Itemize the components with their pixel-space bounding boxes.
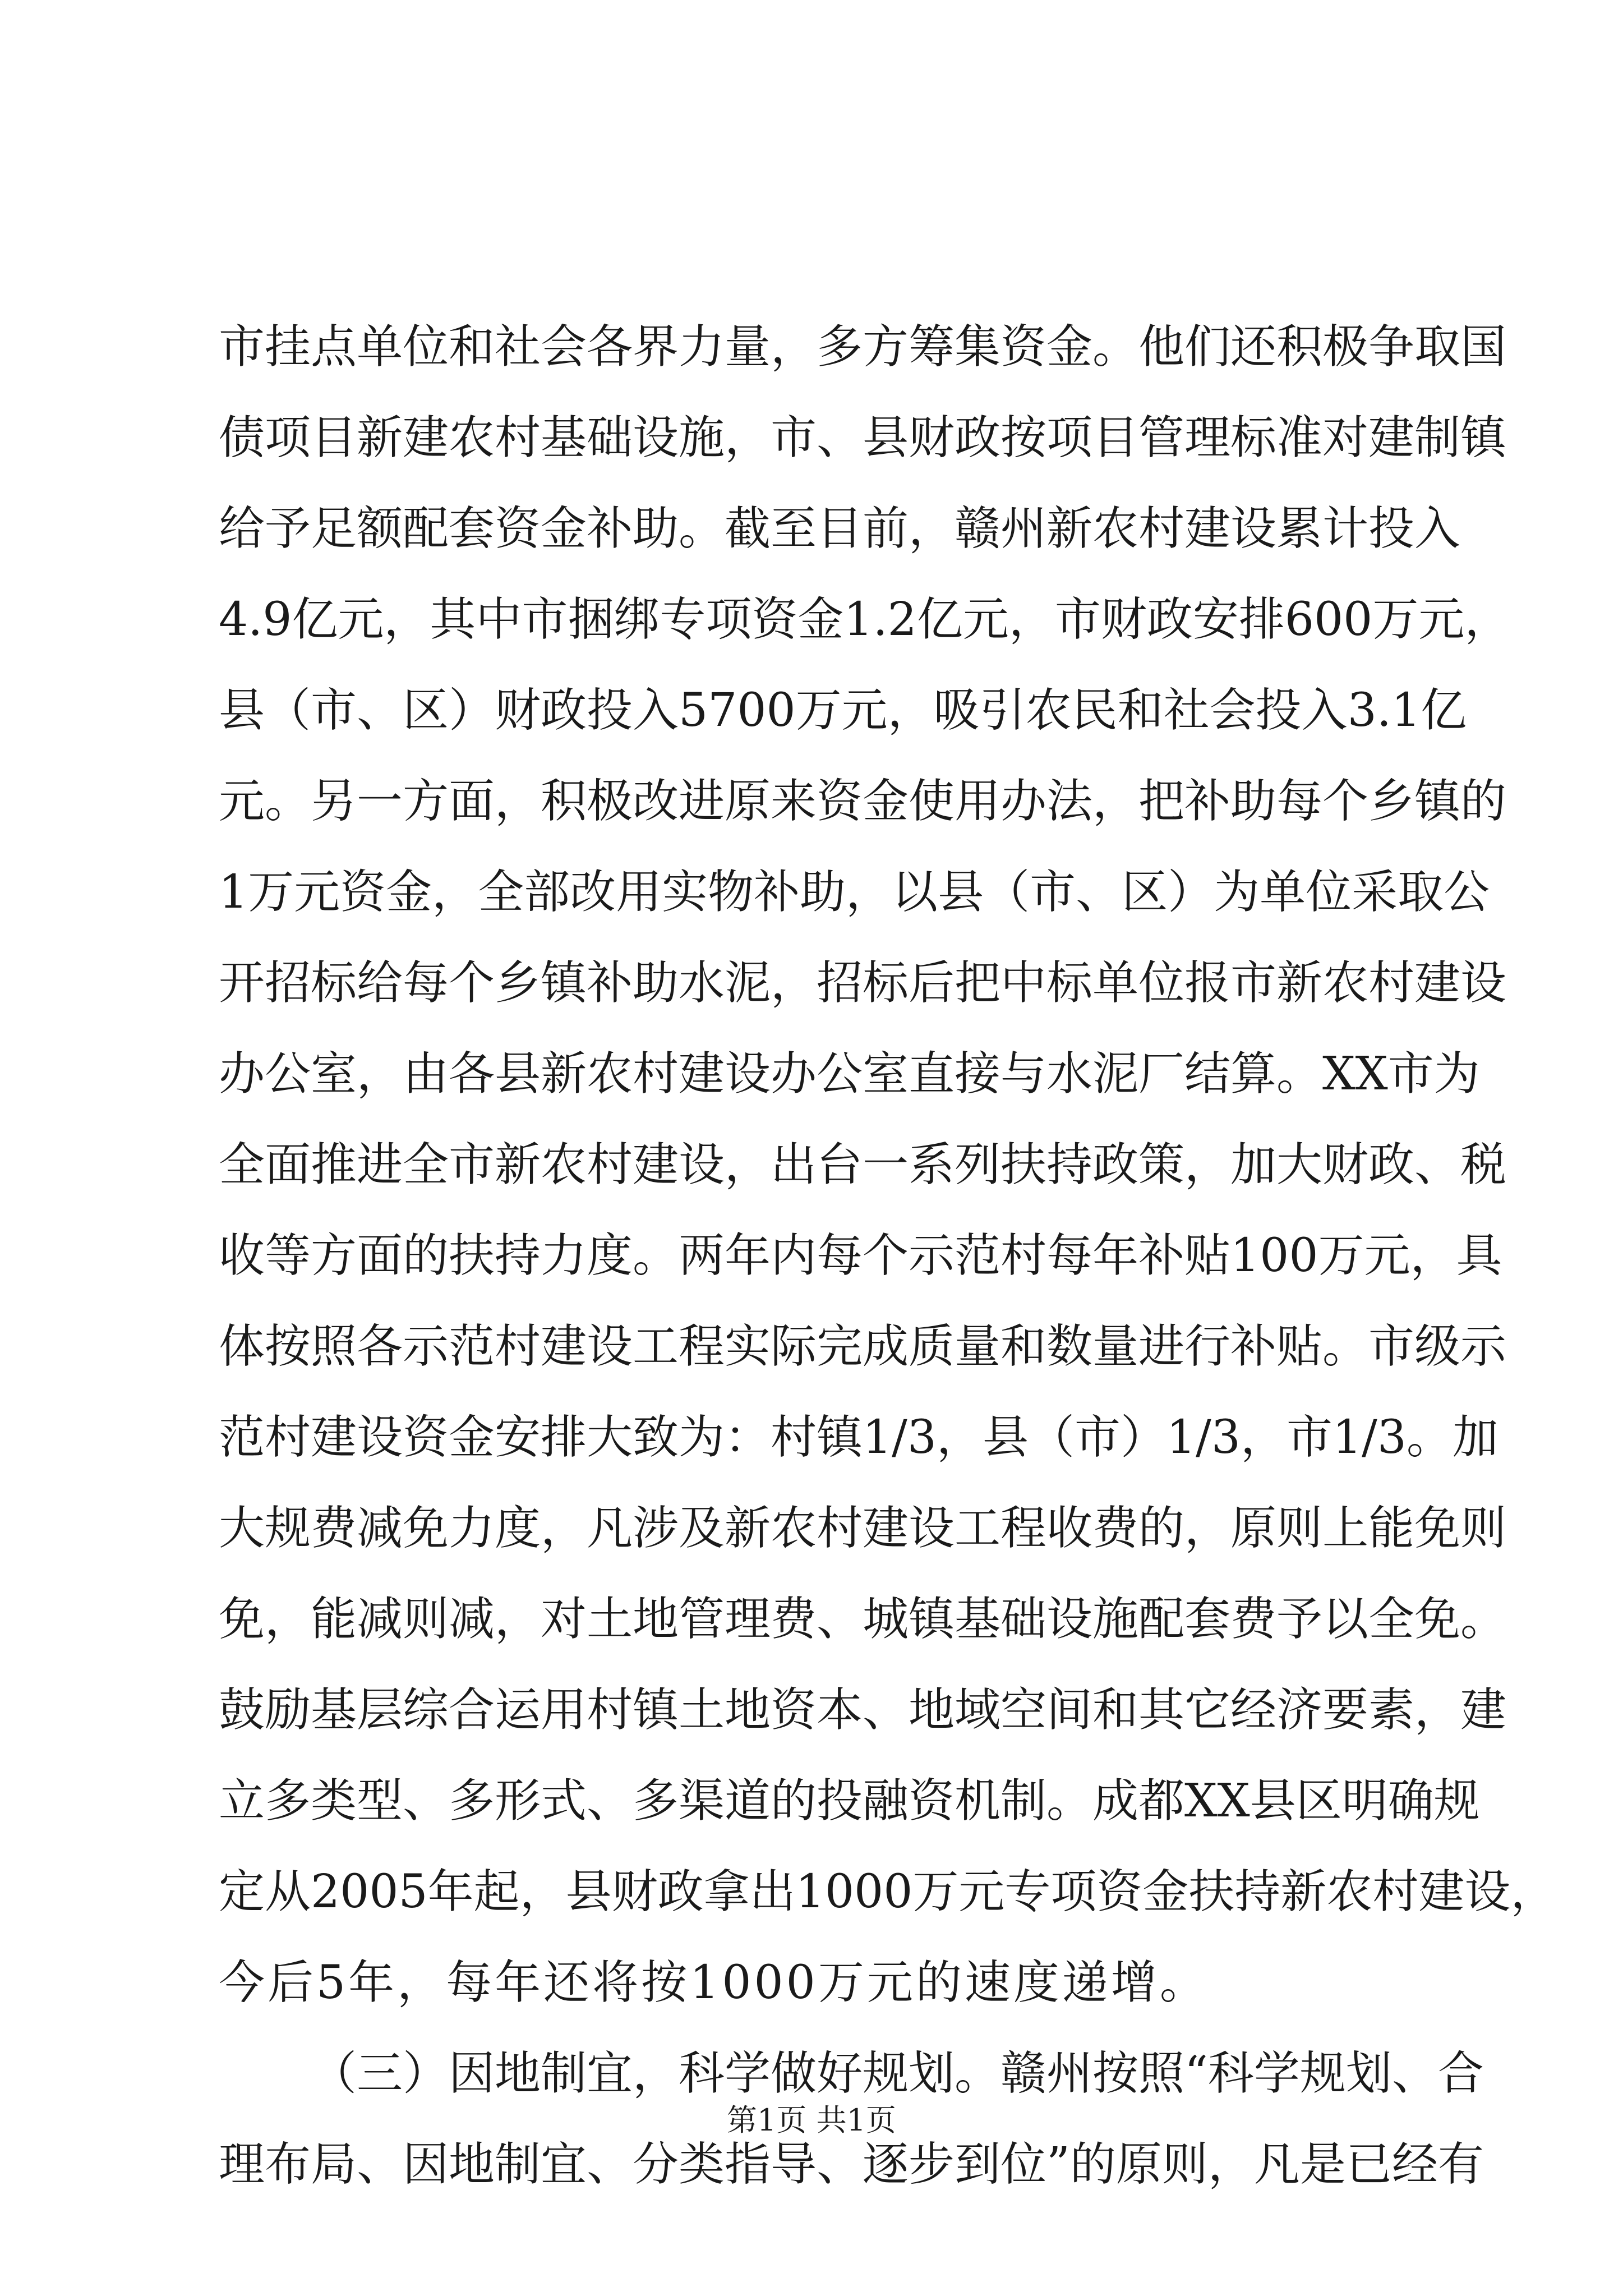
text-line: 范村建设资金安排大致为：村镇1/3，县（市）1/3，市1/3。加 bbox=[219, 1411, 1498, 1464]
text-line: 元。另一方面，积极改进原来资金使用办法，把补助每个乡镇的 bbox=[219, 775, 1507, 828]
paragraph-end-line: 今后5年，每年还将按1000万元的速度递增。 bbox=[219, 1956, 1209, 2009]
section-heading-line: （三）因地制宜，科学做好规划。赣州按照“科学规划、合 bbox=[311, 2047, 1484, 2100]
text-line: 办公室，由各县新农村建设办公室直接与水泥厂结算。XX市为 bbox=[219, 1047, 1480, 1101]
text-line: 鼓励基层综合运用村镇土地资本、地域空间和其它经济要素，建 bbox=[219, 1683, 1507, 1737]
text-line: 1万元资金，全部改用实物补助，以县（市、区）为单位采取公 bbox=[219, 866, 1490, 919]
text-line: 4.9亿元，其中市捆绑专项资金1.2亿元，市财政安排600万元， bbox=[219, 593, 1511, 646]
text-line: 定从2005年起，县财政拿出1000万元专项资金扶持新农村建设， bbox=[219, 1865, 1557, 1918]
text-line: 开招标给每个乡镇补助水泥，招标后把中标单位报市新农村建设 bbox=[219, 956, 1507, 1010]
body-text bbox=[219, 302, 1557, 2210]
text-line: 给予足额配套资金补助。截至目前，赣州新农村建设累计投入 bbox=[219, 502, 1461, 555]
text-line: 债项目新建农村基础设施，市、县财政按项目管理标准对建制镇 bbox=[219, 411, 1507, 464]
text-line: 理布局、因地制宜、分类指导、逐步到位”的原则，凡是已经有 bbox=[219, 2138, 1484, 2191]
text-line: 市挂点单位和社会各界力量，多方筹集资金。他们还积极争取国 bbox=[219, 320, 1507, 374]
text-line: 免，能减则减，对土地管理费、城镇基础设施配套费予以全免。 bbox=[219, 1593, 1507, 1646]
text-line: 收等方面的扶持力度。两年内每个示范村每年补贴100万元，具 bbox=[219, 1229, 1502, 1282]
text-line: 大规费减免力度，凡涉及新农村建设工程收费的，原则上能免则 bbox=[219, 1502, 1507, 1555]
text-line: 县（市、区）财政投入5700万元，吸引农民和社会投入3.1亿 bbox=[219, 684, 1467, 737]
text-line: 体按照各示范村建设工程实际完成质量和数量进行补贴。市级示 bbox=[219, 1320, 1507, 1373]
text-line: 立多类型、多形式、多渠道的投融资机制。成都XX县区明确规 bbox=[219, 1774, 1480, 1828]
text-line: 全面推进全市新农村建设，出台一系列扶持政策，加大财政、税 bbox=[219, 1138, 1507, 1191]
page-footer: 第1页 共1页 bbox=[727, 2102, 896, 2138]
